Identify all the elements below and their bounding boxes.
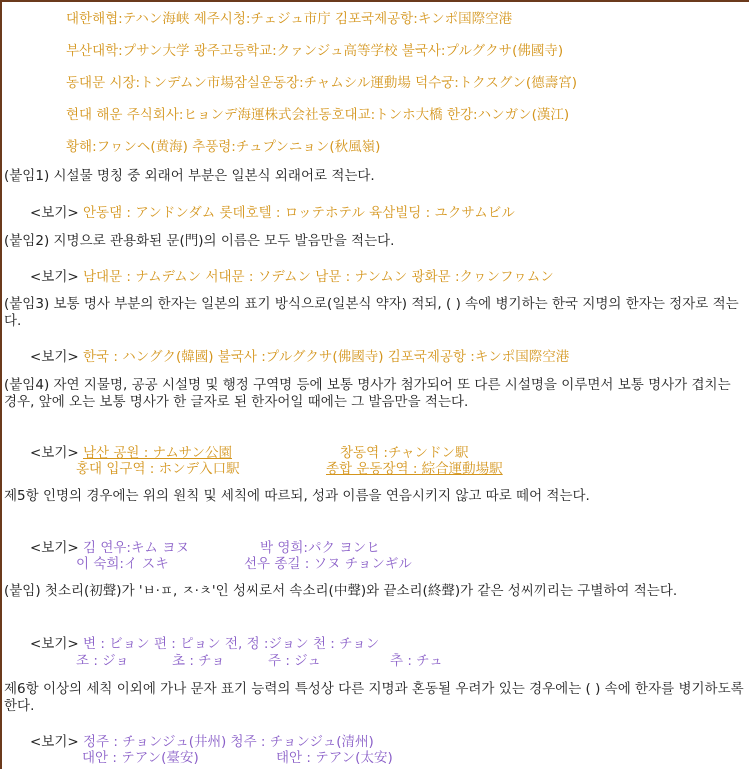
example-text: 조 : ジョ [76, 653, 129, 669]
example-line: 대한해협:テハン海峡 제주시청:チェジュ市庁 김포국제공항:キンポ国際空港 [66, 11, 513, 27]
example-text: 선우 종길 : ソヌ チョンギル [244, 556, 412, 572]
rule-text: (붙임2) 지명으로 관용화된 문(門)의 이름은 모두 발음만을 적는다. [4, 233, 395, 249]
bogi-label: <보기> [30, 540, 79, 556]
bogi-label: <보기> [30, 636, 79, 652]
example-text: 한국 : ハングク(韓國) 불국사 :プルグクサ(佛國寺) 김포국제공항 :キンポ国際空港 [83, 349, 570, 365]
example-row [30, 345, 569, 365]
example-row [30, 265, 554, 285]
example-text: 창동역 :チャンドン駅 [340, 445, 469, 461]
example-text: 홍대 입구역 : ホンデ入口駅 [76, 461, 240, 477]
example-text: 남산 공원 : ナムサン公園 [83, 445, 232, 461]
bogi-label: <보기> [30, 445, 79, 461]
rule-text: (붙임1) 시설물 명칭 중 외래어 부분은 일본식 외래어로 적는다. [4, 168, 375, 184]
bogi-label: <보기> [30, 269, 79, 285]
example-text: 주 : ジュ [268, 653, 321, 669]
top-border [0, 0, 749, 2]
example-text: 안동댐 : アンドンダム 롯데호텔 : ロッテホテル 육삼빌딩 : ユクサムビル [83, 205, 515, 221]
example-text: 박 영희:パク ヨンヒ [260, 540, 380, 556]
example-text: 정주 : チョンジュ(井州) 청주 : チョンジュ(清州) [83, 734, 374, 750]
left-border [0, 0, 2, 769]
example-text: 종합 운동장역 : 綜合運動場駅 [326, 461, 503, 477]
rule-text: 제5항 인명의 경우에는 위의 원칙 및 세칙에 따르되, 성과 이름을 연음시키지 않고 따로 떼어 적는다. [4, 488, 590, 504]
rule-text: 제6항 이상의 세칙 이외에 가나 문자 표기 능력의 특성상 다른 지명과 혼동될 우려가 있는 경우에는 ( ) 속에 한자를 병기하도록 한다. [4, 681, 744, 714]
example-line: 현대 해운 주식회사:ヒョンデ海運株式会社동호대교:トンホ大橋 한강:ハンガン(漢江) [66, 107, 570, 123]
bogi-label: <보기> [30, 349, 79, 365]
rule-text: (붙임) 첫소리(初聲)가 'ㅂ·ㅍ, ㅈ·ㅊ'인 성씨로서 속소리(中聲)와 끝소리(終聲)가 같은 성씨끼리는 구별하여 적는다. [4, 583, 678, 599]
rule-text: (붙임3) 보통 명사 부분의 한자는 일본의 표기 방식으로(일본식 약자) 적되, ( ) 속에 병기하는 한국 지명의 한자는 정자로 적는다. [4, 296, 739, 329]
example-text: 김 연우:キム ヨヌ [83, 540, 190, 556]
example-text: 남대문 : ナムデムン 서대문 : ソデムン 남문 : ナンムン 광화문 :クヮンフヮムン [83, 269, 554, 285]
example-row [30, 201, 515, 221]
example-text: 변 : ビョン 편 : ピョン 전, 정 :ジョン 천 : チョン [83, 636, 380, 652]
bogi-label: <보기> [30, 734, 79, 750]
example-text: 추 : チュ [390, 653, 443, 669]
bogi-label: <보기> [30, 205, 79, 221]
example-text: 태안 : テアン(太安) [276, 750, 393, 766]
rule-text: (붙임4) 자연 지물명, 공공 시설명 및 행정 구역명 등에 보통 명사가 첨가되어 또 다른 시설명을 이루면서 보통 명사가 겹치는 경우, 앞에 오는 보통 명사가 한 글자로 된 한자어일 때에는 그 발음만을 적는다. [4, 377, 731, 410]
example-line: 부산대학:プサン大学 광주고등학교:クァンジュ高等学校 불국사:プルグクサ(佛國寺) [66, 43, 564, 59]
example-text: 대안 : テアン(臺安) [82, 750, 199, 766]
example-text: 초 : チョ [172, 653, 225, 669]
example-line: 황해:フヮンヘ(黄海) 추풍령:チュプンニョン(秋風嶺) [66, 139, 381, 155]
example-text: 이 숙희:イ スキ [76, 556, 169, 572]
example-line: 동대문 시장:トンデムン市場잠실운동장:チャムシル運動場 덕수궁:トクスグン(德壽宮) [66, 75, 577, 91]
